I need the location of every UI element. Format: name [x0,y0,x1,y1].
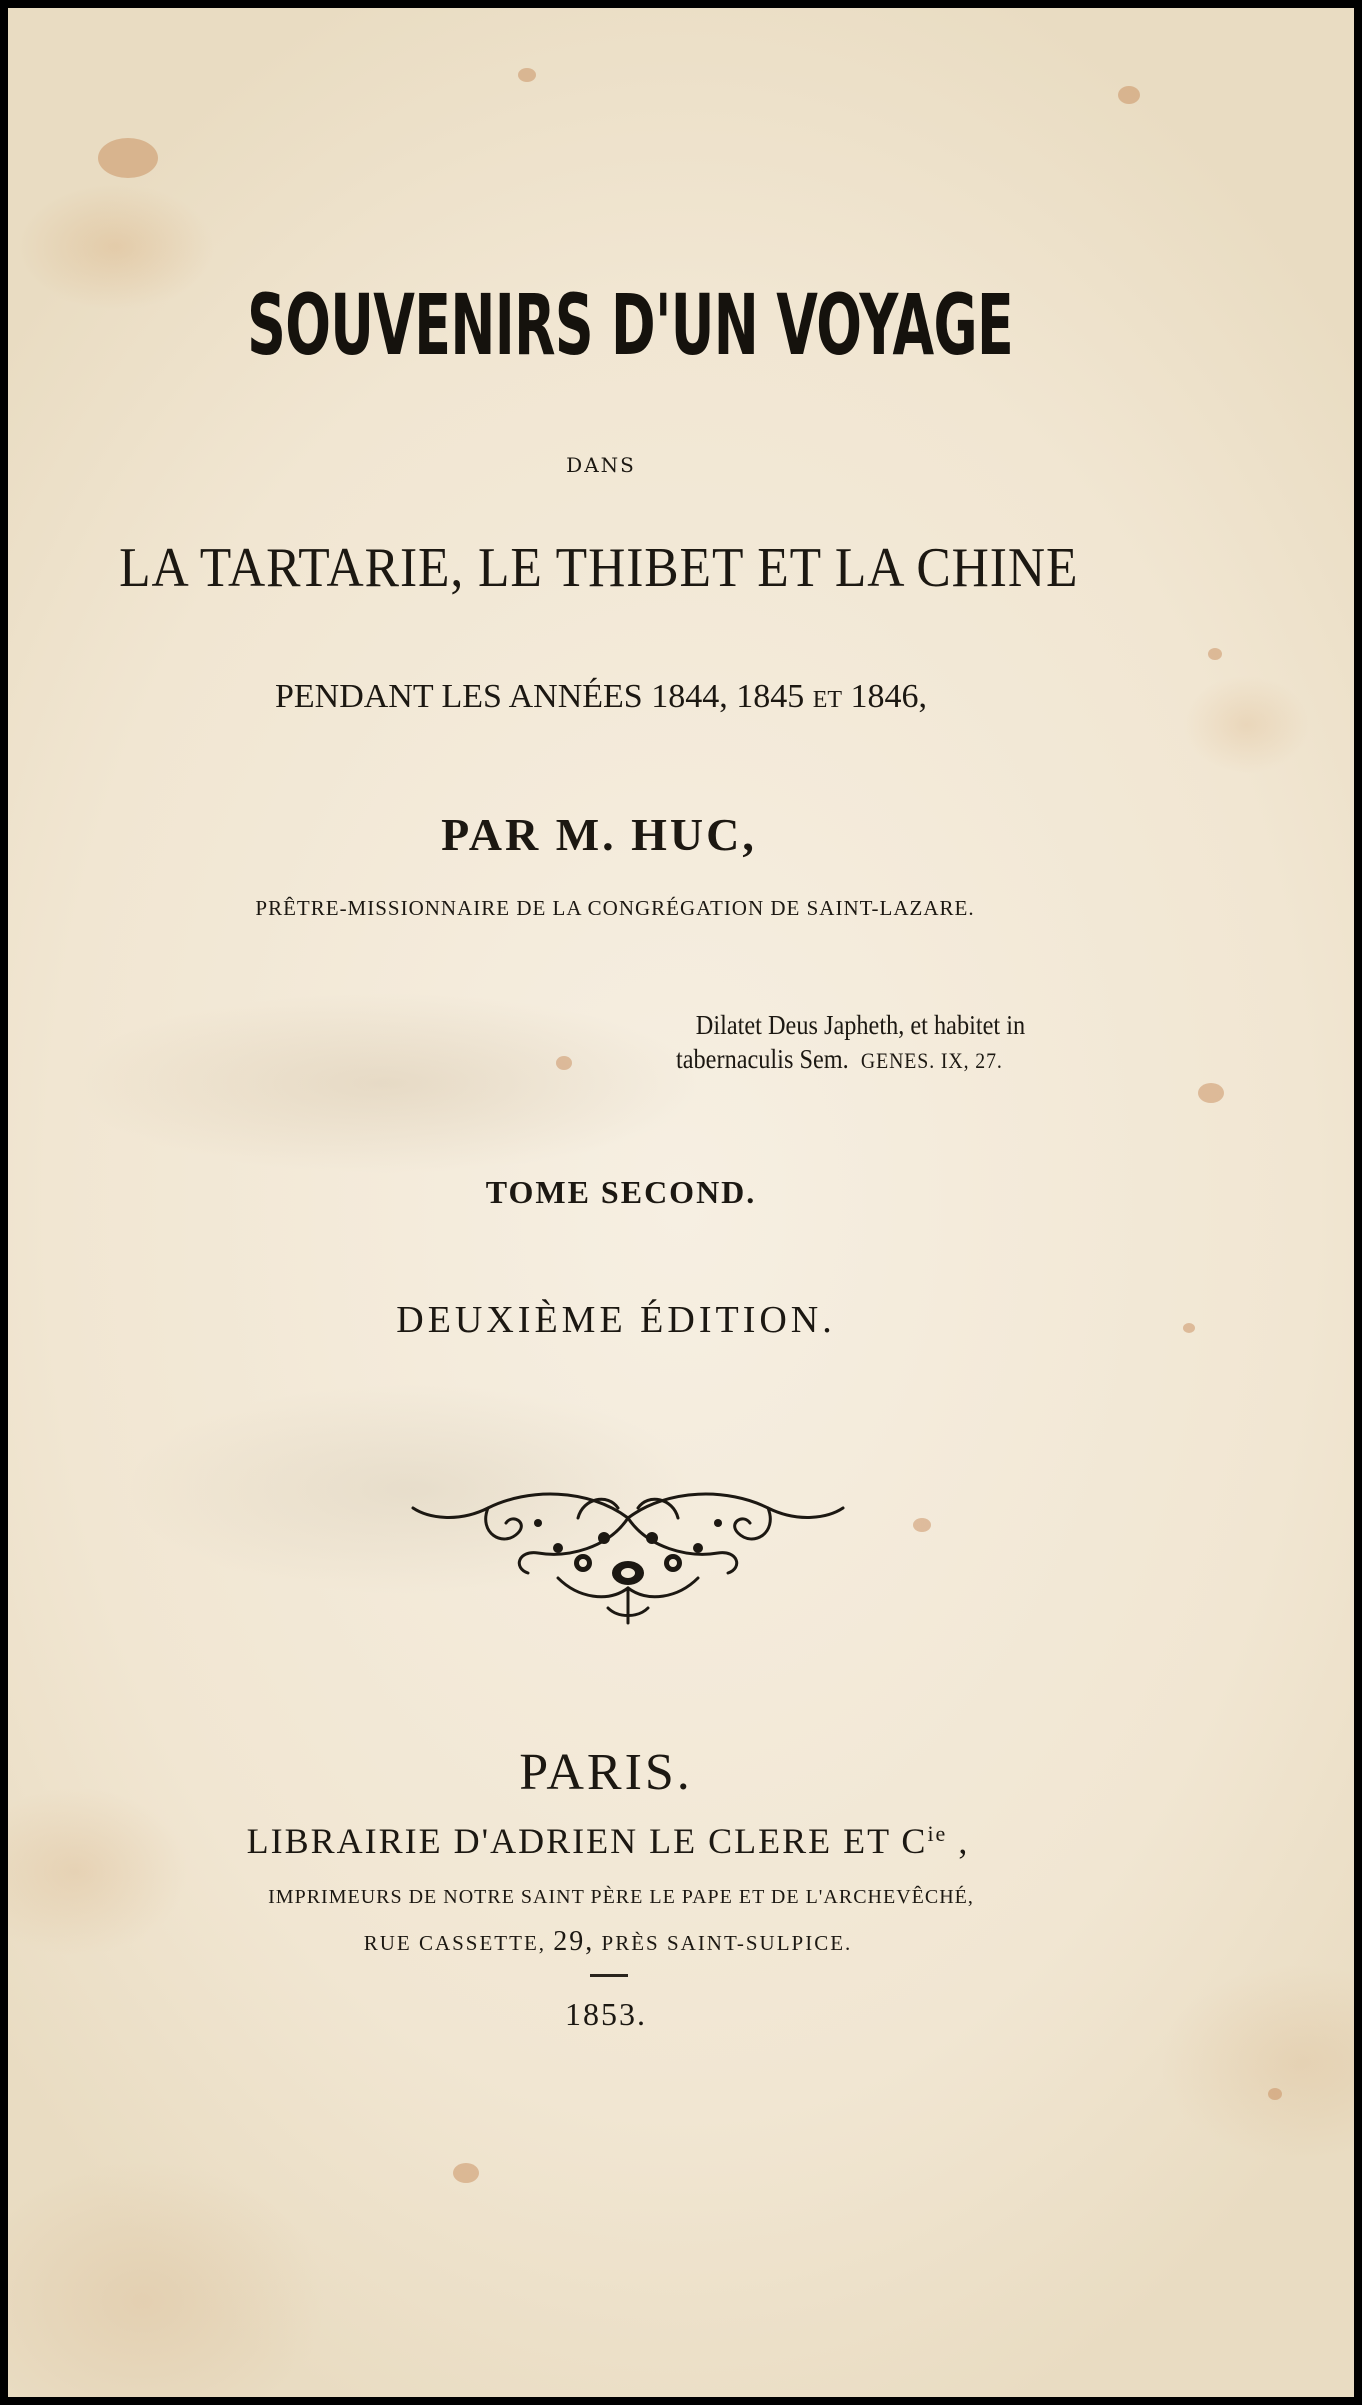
foxing-spot [913,1518,931,1532]
imprint-divider [590,1974,628,1977]
volume-label: TOME SECOND. [485,1174,757,1210]
imprint-printers: IMPRIMEURS DE NOTRE SAINT PÈRE LE PAPE ET DE L'ARCHEVÊCHÉ, [268,1886,974,1908]
foxing-spot [98,138,158,178]
foxing-spot [1198,1083,1224,1103]
book-title: SOUVENIRS D'UN VOYAGE [247,276,1014,374]
foxing-spot [1118,86,1140,104]
floral-scroll-ornament-icon [408,1478,848,1628]
imprint-year: 1853. [565,1996,647,2032]
address-street: RUE CASSETTE, [363,1931,547,1955]
address-number: 29, [553,1926,595,1957]
travel-years [8,678,1274,716]
author-role: PRÊTRE-MISSIONNAIRE DE LA CONGRÉGATION DE SAINT-LAZARE. [255,896,975,920]
epigraph [676,1008,1025,1078]
title-connector: DANS [566,453,636,477]
epigraph-line-1: Dilatet Deus Japheth, et habitet in [695,1010,1026,1040]
publisher-superscript: ie [927,1821,948,1846]
epigraph-line-2 [676,1042,1025,1078]
foxing-spot [1208,648,1222,660]
book-subtitle: LA TARTARIE, LE THIBET ET LA CHINE [119,537,1079,599]
author-name: PAR M. HUC, [441,809,757,860]
title-page [8,8,1354,2397]
years-prefix: PENDANT LES ANNÉES 1844, 1845 [274,678,805,715]
imprint-publisher [8,1820,1281,1862]
foxing-spot [1268,2088,1282,2100]
epigraph-text: tabernaculis Sem. [676,1044,849,1074]
foxing-spot [453,2163,479,2183]
publisher-name: LIBRAIRIE D'ADRIEN LE CLERE ET C [246,1821,928,1861]
address-end: PRÈS SAINT-SULPICE. [601,1931,853,1955]
foxing-spot [556,1056,572,1070]
foxing-spot [518,68,536,82]
years-last: 1846, [850,678,928,715]
years-conjunction: ET [812,687,843,713]
imprint-address [8,1926,1281,1958]
edition-label: DEUXIÈME ÉDITION. [396,1299,836,1341]
imprint-city: PARIS. [519,1744,693,1801]
publisher-end: , [958,1821,970,1861]
epigraph-reference: GENES. IX, 27. [860,1048,1003,1073]
